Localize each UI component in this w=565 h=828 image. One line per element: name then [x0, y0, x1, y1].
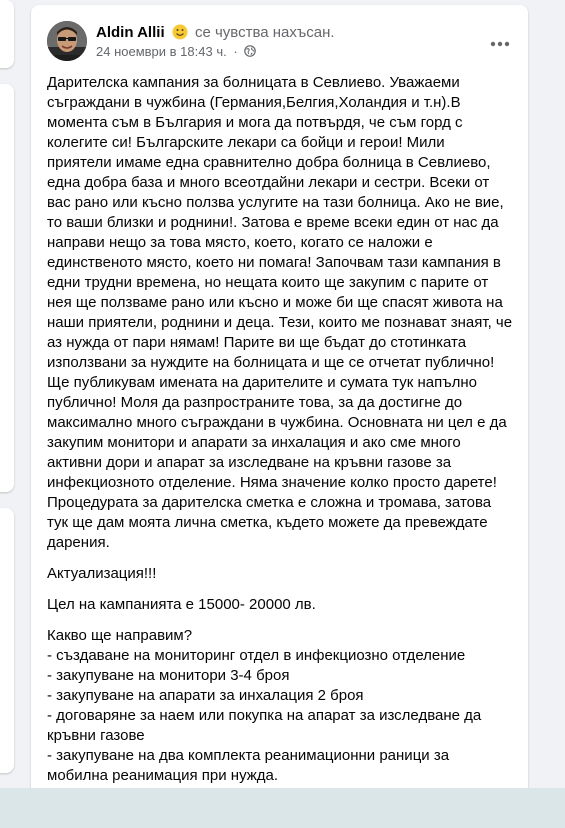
post-body: [47, 73, 513, 797]
author-name[interactable]: Aldin Allii: [96, 24, 165, 41]
post-paragraph: Какво ще направим? - създаване на мониторинг отдел в инфекциозно отделение - закупуване на монитори 3-4 броя - закупуване на апарати за инхалация 2 броя - договаряне за наем или покупка на апарат за изследване да кръвни газове - закупуване на два комплекта реанимационни раници за мобилна реанимация при нужда.: [47, 627, 482, 784]
left-sidebar-card: [0, 0, 14, 68]
post-timestamp[interactable]: 24 ноември в 18:43 ч.: [96, 44, 227, 59]
post-options-button[interactable]: [482, 25, 518, 61]
bottom-overlay-strip: [0, 788, 565, 828]
left-sidebar-card: [0, 508, 14, 773]
post-card: [31, 5, 528, 828]
feeling-text: се чувства нахъсан.: [194, 24, 335, 41]
author-line: [96, 23, 472, 43]
smiling-face-icon: [172, 24, 188, 40]
post-meta: [96, 23, 472, 60]
meta-separator: ·: [233, 44, 238, 59]
post-paragraph: Дарителска кампания за болницата в Севлиево. Уважаеми съграждани в чужбина (Германия,Белгия,Холандия и т.н).В момента съм в България и мога да потвърдя, че съм горд с колегите си! Българските лекари са бойци и герои! Мили приятели имаме една сравнително добра болница в Севлиево, една добра база и много всеотдайни лекари и сестри. Всеки от вас рано или късно ползва услугите на тази болница. Ако не вие, то ваши близки и роднини!. Затова е време всеки един от нас да направи нещо за това място, което, когато се наложи е единственото място, което ни помага! Започвам тази кампания в едни трудни времена, но нещата които ще закупим с парите от нея ще ползваме рано или късно и може би ще спасят живота на наши приятели, роднини и деца. Тези, които ме познават знаят, че аз нужда от пари нямам! Парите ви ще бъдат до стотинката използвани за нуждите на болницата и ще се отчетат публично! Ще публикувам имената на дарителите и сумата тук напълно публично! Моля да разпространите това, за да достигне до максимално много съграждани в чужбина. Основната ни цел е да закупим монитори и апарати за инхалация и ако сме много активни дори и апарат за изследване на кръвни газове за инфекциозното отделение. Няма значение колко просто дарете! Процедурата за дарителска сметка е сложна и тромава, затова тук ще дам моята лична сметка, където можете да превеждате дарения.: [47, 74, 513, 551]
left-sidebar-card: [0, 84, 14, 492]
globe-icon[interactable]: [244, 44, 256, 56]
more-horizontal-icon: [490, 34, 510, 52]
post-header: [47, 21, 512, 63]
post-time-line: [96, 43, 472, 60]
post-paragraph: Цел на кампанията е 15000- 20000 лв.: [47, 596, 316, 613]
post-paragraph: Актуализация!!!: [47, 565, 157, 582]
author-avatar[interactable]: [47, 21, 87, 61]
